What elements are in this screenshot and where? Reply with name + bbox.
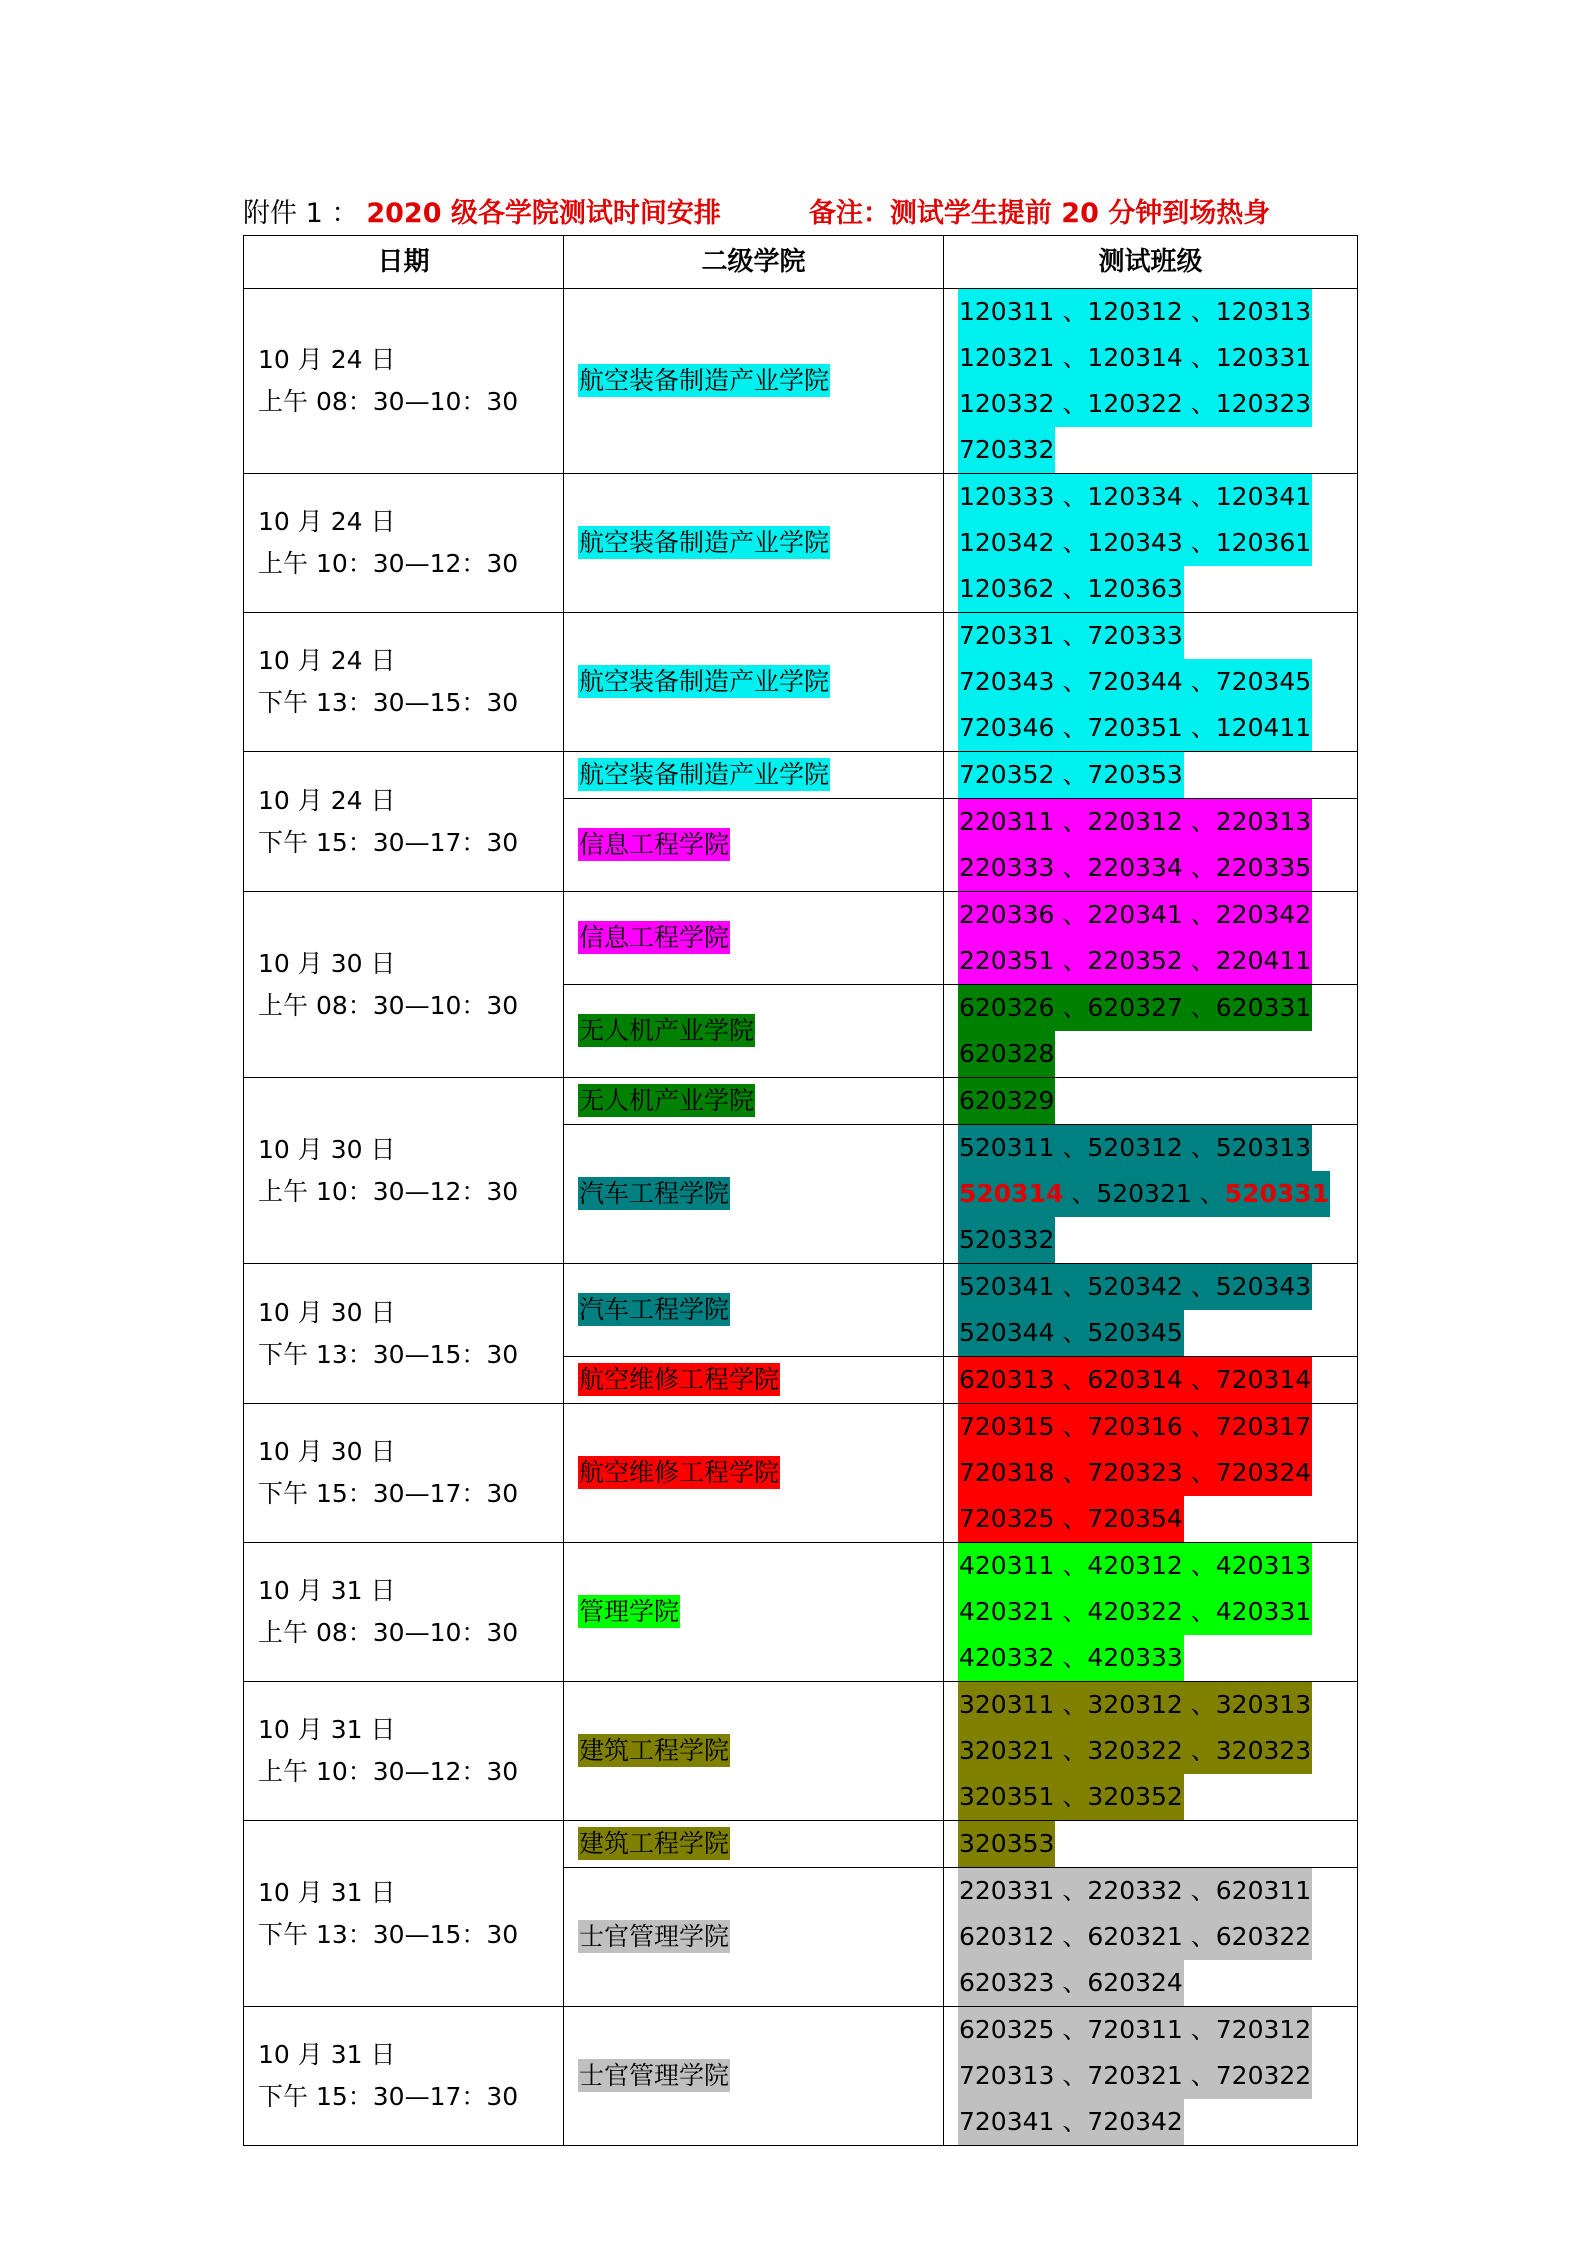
class-list-line: 720352 、720353 (958, 752, 1343, 798)
date-cell (244, 1682, 564, 1821)
college-cell (564, 474, 944, 613)
class-list-line: 420332 、420333 (958, 1635, 1343, 1681)
date-cell (244, 474, 564, 613)
class-list-line: 720343 、720344 、720345 (958, 659, 1343, 705)
class-list-line: 520314 、520321 、520331 (958, 1171, 1343, 1217)
highlighted-class-code: 520314 (959, 1179, 1064, 1208)
table-row (244, 892, 1358, 985)
class-list-line: 720346 、720351 、120411 (958, 705, 1343, 751)
class-list-line: 420321 、420322 、420331 (958, 1589, 1343, 1635)
class-list-line: 620325 、720311 、720312 (958, 2007, 1343, 2053)
date-cell (244, 1264, 564, 1404)
college-name: 航空装备制造产业学院 (579, 667, 830, 696)
table-row (244, 1682, 1358, 1821)
college-cell (564, 2007, 944, 2146)
class-list-line: 720313 、720321 、720322 (958, 2053, 1343, 2099)
college-name: 航空维修工程学院 (579, 1458, 780, 1487)
date-cell (244, 289, 564, 474)
date-text: 10 月 24 日 (258, 785, 396, 815)
table-row (244, 1264, 1358, 1357)
class-list-line: 620329 (958, 1078, 1343, 1124)
document-title: 2020 级各学院测试时间安排 (366, 198, 721, 229)
column-header-date: 日期 (244, 236, 564, 289)
time-text: 上午 10：30—12：30 (258, 1176, 519, 1206)
highlighted-class-code: 520331 (1224, 1179, 1330, 1208)
time-text: 下午 15：30—17：30 (258, 1479, 519, 1508)
class-list-line: 120333 、120334 、120341 (958, 474, 1343, 520)
class-list-line: 320311 、320312 、320313 (958, 1682, 1343, 1728)
table-row (244, 289, 1358, 474)
classes-cell (944, 1357, 1358, 1404)
time-text: 下午 13：30—15：30 (258, 1919, 519, 1949)
date-cell (244, 1821, 564, 2007)
classes-cell (944, 474, 1358, 613)
class-list-line: 220336 、220341 、220342 (958, 892, 1343, 938)
college-cell (564, 1404, 944, 1543)
classes-cell (944, 1125, 1358, 1264)
college-cell (564, 985, 944, 1078)
time-text: 下午 15：30—17：30 (258, 827, 519, 857)
classes-cell (944, 1404, 1358, 1543)
date-text: 10 月 30 日 (258, 1134, 396, 1164)
college-name: 建筑工程学院 (579, 1829, 730, 1858)
class-list-line: 620313 、620314 、720314 (958, 1357, 1343, 1403)
college-name: 汽车工程学院 (579, 1179, 730, 1208)
class-list-line: 720318 、720323 、720324 (958, 1450, 1343, 1496)
classes-cell (944, 1682, 1358, 1821)
date-cell (244, 1543, 564, 1682)
college-cell (564, 1682, 944, 1821)
class-list-line: 220333 、220334 、220335 (958, 845, 1343, 891)
date-text: 10 月 31 日 (258, 1715, 396, 1744)
college-cell (564, 1125, 944, 1264)
classes-cell (944, 613, 1358, 752)
time-text: 下午 13：30—15：30 (258, 1339, 519, 1369)
college-name: 无人机产业学院 (579, 1016, 755, 1045)
college-name: 信息工程学院 (579, 923, 730, 952)
date-text: 10 月 31 日 (258, 1576, 396, 1605)
date-cell (244, 752, 564, 892)
college-name: 无人机产业学院 (579, 1086, 755, 1115)
college-name: 汽车工程学院 (579, 1295, 730, 1324)
date-cell (244, 892, 564, 1078)
table-row (244, 1404, 1358, 1543)
time-text: 上午 08：30—10：30 (258, 387, 519, 416)
class-list-line: 520341 、520342 、520343 (958, 1264, 1343, 1310)
table-row (244, 2007, 1358, 2146)
class-list-line: 520344 、520345 (958, 1310, 1343, 1356)
college-cell (564, 1078, 944, 1125)
classes-cell (944, 799, 1358, 892)
class-list-line: 120342 、120343 、120361 (958, 520, 1343, 566)
date-cell (244, 2007, 564, 2146)
college-cell (564, 752, 944, 799)
class-list-line: 720315 、720316 、720317 (958, 1404, 1343, 1450)
class-list-line: 520332 (958, 1217, 1343, 1263)
table-row (244, 1078, 1358, 1125)
time-text: 上午 08：30—10：30 (258, 990, 519, 1020)
class-list-line: 120311 、120312 、120313 (958, 289, 1343, 335)
classes-cell (944, 1543, 1358, 1682)
classes-cell (944, 2007, 1358, 2146)
classes-cell (944, 1868, 1358, 2007)
college-name: 信息工程学院 (579, 830, 730, 859)
classes-cell (944, 752, 1358, 799)
time-text: 下午 13：30—15：30 (258, 688, 519, 717)
college-cell (564, 1821, 944, 1868)
schedule-body (244, 289, 1358, 2146)
class-list-line: 220331 、220332 、620311 (958, 1868, 1343, 1914)
class-list-line: 720331 、720333 (958, 613, 1343, 659)
date-text: 10 月 31 日 (258, 2040, 396, 2069)
class-list-line: 720325 、720354 (958, 1496, 1343, 1542)
class-list-line: 620323 、620324 (958, 1960, 1343, 2006)
class-list-line: 420311 、420312 、420313 (958, 1543, 1343, 1589)
date-cell (244, 1404, 564, 1543)
college-cell (564, 799, 944, 892)
class-list-line: 220311 、220312 、220313 (958, 799, 1343, 845)
date-text: 10 月 30 日 (258, 1437, 396, 1466)
college-name: 士官管理学院 (579, 1922, 730, 1951)
class-list-line: 520311 、520312 、520313 (958, 1125, 1343, 1171)
class-list-line: 720341 、720342 (958, 2099, 1343, 2145)
classes-cell (944, 892, 1358, 985)
college-name: 航空装备制造产业学院 (579, 528, 830, 557)
class-list-line: 320351 、320352 (958, 1774, 1343, 1820)
classes-cell (944, 1078, 1358, 1125)
college-cell (564, 1543, 944, 1682)
class-list-line: 620328 (958, 1031, 1343, 1077)
class-list-line: 320353 (958, 1821, 1343, 1867)
class-list-line: 620326 、620327 、620331 (958, 985, 1343, 1031)
class-list-line: 620312 、620321 、620322 (958, 1914, 1343, 1960)
date-text: 10 月 31 日 (258, 1877, 396, 1907)
classes-cell (944, 289, 1358, 474)
college-name: 管理学院 (579, 1597, 680, 1626)
schedule-table (243, 235, 1358, 2146)
column-header-college: 二级学院 (564, 236, 944, 289)
class-list-line: 120332 、120322 、120323 (958, 381, 1343, 427)
document-title-line (243, 196, 1270, 232)
document-note: 备注：测试学生提前 20 分钟到场热身 (808, 198, 1271, 229)
date-text: 10 月 30 日 (258, 1297, 396, 1327)
date-text: 10 月 24 日 (258, 507, 396, 536)
classes-cell (944, 1821, 1358, 1868)
class-list-line: 320321 、320322 、320323 (958, 1728, 1343, 1774)
class-list-line: 720332 (958, 427, 1343, 473)
college-cell (564, 1357, 944, 1404)
column-header-classes: 测试班级 (944, 236, 1358, 289)
college-cell (564, 613, 944, 752)
date-cell (244, 613, 564, 752)
time-text: 上午 08：30—10：30 (258, 1618, 519, 1647)
college-cell (564, 892, 944, 985)
date-cell (244, 1078, 564, 1264)
time-text: 上午 10：30—12：30 (258, 1757, 519, 1786)
college-name: 建筑工程学院 (579, 1736, 730, 1765)
date-text: 10 月 24 日 (258, 646, 396, 675)
college-cell (564, 1264, 944, 1357)
table-row (244, 474, 1358, 613)
time-text: 下午 15：30—17：30 (258, 2082, 519, 2111)
college-cell (564, 289, 944, 474)
table-row (244, 1821, 1358, 1868)
date-text: 10 月 24 日 (258, 345, 396, 374)
class-list-line: 120362 、120363 (958, 566, 1343, 612)
classes-cell (944, 1264, 1358, 1357)
date-text: 10 月 30 日 (258, 948, 396, 978)
table-row (244, 613, 1358, 752)
time-text: 上午 10：30—12：30 (258, 549, 519, 578)
class-list-line: 120321 、120314 、120331 (958, 335, 1343, 381)
class-list-line: 220351 、220352 、220411 (958, 938, 1343, 984)
attachment-prefix: 附件 1 ： (243, 198, 359, 229)
table-row (244, 1543, 1358, 1682)
classes-cell (944, 985, 1358, 1078)
table-header-row (244, 236, 1358, 289)
college-name: 航空装备制造产业学院 (579, 760, 830, 789)
college-name: 航空维修工程学院 (579, 1365, 780, 1394)
college-cell (564, 1868, 944, 2007)
college-name: 航空装备制造产业学院 (579, 366, 830, 395)
table-row (244, 752, 1358, 799)
college-name: 士官管理学院 (579, 2061, 730, 2090)
